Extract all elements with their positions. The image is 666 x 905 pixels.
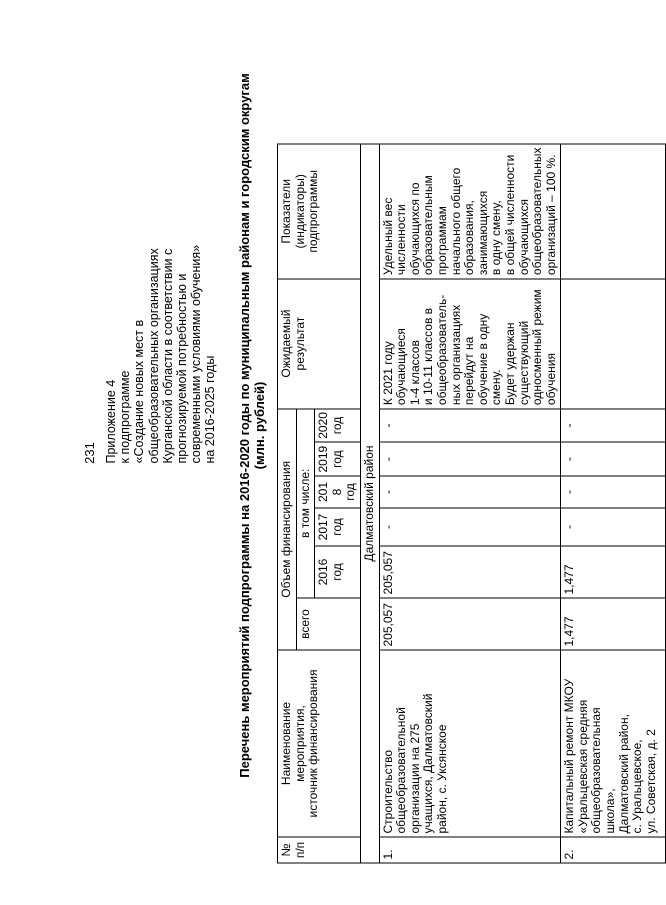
row-num: 1. <box>379 837 561 863</box>
appendix-line: Курганской области в соответствии с <box>160 248 175 463</box>
title-units: (млн. рублей) <box>252 381 267 469</box>
row-2018: - <box>379 476 561 508</box>
row-total: 205,057 <box>379 598 561 650</box>
header-indicators: Показатели (индикаторы) подпрограммы <box>278 144 361 279</box>
document-title <box>237 5 267 845</box>
appendix-line: к подпрограмме <box>118 370 133 463</box>
row-2017: - <box>561 508 666 546</box>
table-row <box>561 144 666 863</box>
row-name: Строительство общеобразовательной организации на 275 учащихся, Далматовский район, с. Уксянское <box>379 650 561 837</box>
header-name: Наименование мероприятия, источник финансирования <box>278 650 361 837</box>
header-result: Ожидаемый результат <box>278 278 361 408</box>
header-year-2017: 2017 год <box>315 508 361 546</box>
header-year-2020: 2020 год <box>315 408 361 442</box>
appendix-line: на 2016-2025 годы <box>203 355 218 463</box>
district-row <box>360 144 379 863</box>
header-year-2019: 2019 год <box>315 442 361 476</box>
row-2018: - <box>561 476 666 508</box>
header-including: в том числе: <box>296 408 315 597</box>
row-num: 2. <box>561 837 666 863</box>
row-result: К 2021 году обучающиеся 1-4 классов и 10-11 классов в общеобразователь- ных организациях перейдут на обучение в одну смену. Будет удержан существующий односменный режим обучения <box>379 278 561 408</box>
row-2016: 205,057 <box>379 546 561 598</box>
appendix-line: Приложение 4 <box>104 379 118 463</box>
appendix-note <box>104 43 218 463</box>
district-name: Далматовский район <box>360 144 379 863</box>
appendix-line: «Создание новых мест в <box>132 319 147 463</box>
row-2020: - <box>379 408 561 442</box>
row-indicators <box>561 144 666 279</box>
header-year-2018: 201 8 год <box>315 476 361 508</box>
header-num: № п/п <box>278 837 361 863</box>
header-total: всего <box>296 598 360 650</box>
row-2019: - <box>561 442 666 476</box>
page-number: 231 <box>82 441 97 464</box>
header-row <box>278 144 297 863</box>
row-2020: - <box>561 408 666 442</box>
row-total: 1,477 <box>561 598 666 650</box>
row-2016: 1,477 <box>561 546 666 598</box>
appendix-line: современными условиями обучения» <box>189 244 204 463</box>
row-result <box>561 278 666 408</box>
row-2019: - <box>379 442 561 476</box>
title-line: Перечень мероприятий подпрограммы на 2016-2020 годы по муниципальным районам и городским округам <box>237 72 252 778</box>
header-funding: Объем финансирования <box>278 408 297 649</box>
table-row <box>379 144 561 863</box>
appendix-line: прогнозируемой потребностью и <box>175 273 190 463</box>
row-indicators: Удельный вес численности обучающихся по образовательным программам начального общего образования, занимающихся в одну смену, в общей численности обучающихся общеобразовательных организаций – 100 %. <box>379 144 561 279</box>
row-2017: - <box>379 508 561 546</box>
measures-table <box>277 143 666 863</box>
row-name: Капитальный ремонт МКОУ «Уральцевская средняя общеобразовательная школа», Далматовский район, с. Уральцевское, ул. Советская, д. 2 <box>561 650 666 837</box>
header-year-2016: 2016 год <box>315 546 361 598</box>
appendix-line: общеобразовательных организациях <box>146 247 161 463</box>
